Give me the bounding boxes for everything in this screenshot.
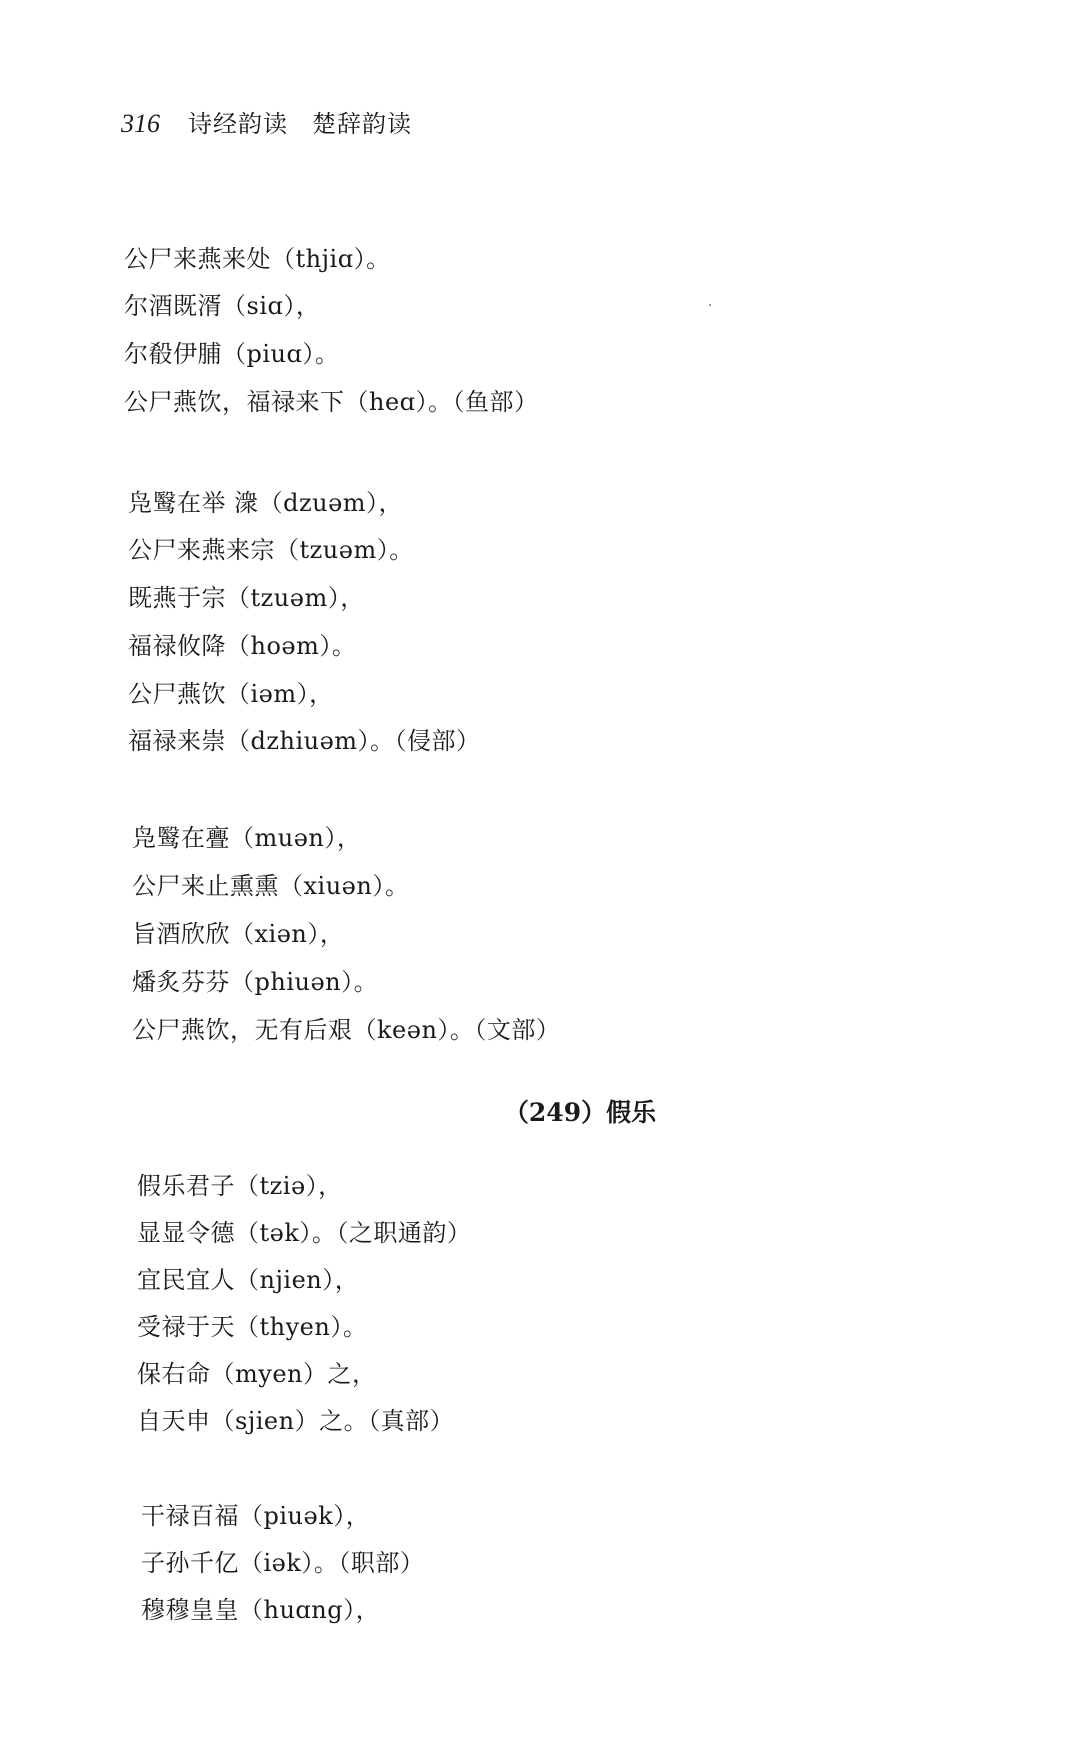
verse-line: 旨酒欣欣（xiən）， xyxy=(132,920,345,948)
verse-line: 子孙千亿（iək）。（职部） xyxy=(141,1549,425,1577)
verse-line: 公尸燕饮（iəm）， xyxy=(128,680,334,708)
verse-line: 干禄百福（piuək）， xyxy=(141,1502,371,1530)
verse-line: 尔殽伊脯（piuɑ）。 xyxy=(124,340,340,368)
verse-line: 自天申（sjien）之。（真部） xyxy=(137,1407,455,1435)
verse-line: 福禄攸降（hoəm）。 xyxy=(128,632,357,660)
verse-line: 既燕于宗（tzuəm）， xyxy=(128,584,365,612)
verse-line: 保右命（myen）之， xyxy=(137,1360,377,1388)
running-header xyxy=(121,104,412,144)
verse-line: 公尸来燕来处（thjiɑ）。 xyxy=(124,245,391,273)
page-number: 316 xyxy=(121,109,160,138)
verse-line: 公尸燕饮，福禄来下（heɑ）。（鱼部） xyxy=(124,388,539,416)
verse-line: 宜民宜人（njien）， xyxy=(137,1266,360,1294)
verse-line: 假乐君子（tziə）， xyxy=(137,1172,343,1200)
verse-line: 尔酒既湑（siɑ）， xyxy=(124,292,321,320)
verse-line: 凫鹥在亹（muən）， xyxy=(132,824,362,852)
verse-line: 福禄来崇（dzhiuəm）。（侵部） xyxy=(128,727,481,755)
verse-line: 公尸来燕来宗（tzuəm）。 xyxy=(128,536,414,564)
scan-speck xyxy=(709,304,711,306)
verse-line: 显显令德（tək）。（之职通韵） xyxy=(137,1219,472,1247)
verse-line: 穆穆皇皇（huɑng）， xyxy=(141,1596,381,1624)
verse-line: 凫鹥在举 潨（dzuəm）， xyxy=(128,489,404,517)
verse-line: 燔炙芬芬（phiuən）。 xyxy=(132,968,379,996)
section-title: （249）假乐 xyxy=(503,1098,657,1127)
book-title-shijing: 诗经韵读 xyxy=(188,110,288,138)
verse-line: 受禄于天（thyen）。 xyxy=(137,1313,368,1341)
verse-line: 公尸燕饮，无有后艰（keən）。（文部） xyxy=(132,1016,561,1044)
verse-line: 公尸来止熏熏（xiuən）。 xyxy=(132,872,410,900)
book-title-chuci: 楚辞韵读 xyxy=(312,110,412,138)
